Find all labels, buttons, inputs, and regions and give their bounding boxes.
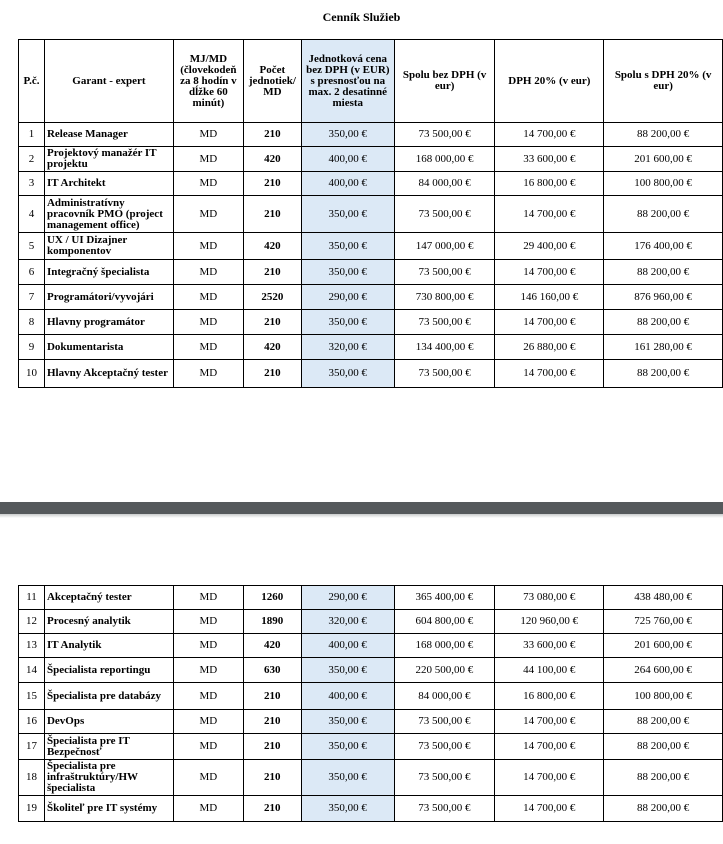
cell-qty: 210 bbox=[243, 683, 301, 710]
cell-qty: 210 bbox=[243, 710, 301, 734]
cell-no: 3 bbox=[19, 172, 45, 196]
cell-no: 12 bbox=[19, 610, 45, 634]
cell-vat: 33 600,00 € bbox=[495, 147, 604, 172]
cell-gross: 176 400,00 € bbox=[604, 233, 723, 260]
cell-gross: 88 200,00 € bbox=[604, 260, 723, 285]
cell-total: 84 000,00 € bbox=[394, 172, 495, 196]
cell-unit: MD bbox=[173, 610, 243, 634]
cell-total: 73 500,00 € bbox=[394, 360, 495, 388]
cell-price: 350,00 € bbox=[301, 760, 394, 796]
cell-no: 18 bbox=[19, 760, 45, 796]
header-unit: MJ/MD (človekodeň za 8 hodín v dĺžke 60 minút) bbox=[173, 40, 243, 123]
cell-qty: 210 bbox=[243, 196, 301, 233]
cell-vat: 26 880,00 € bbox=[495, 335, 604, 360]
cell-price: 290,00 € bbox=[301, 285, 394, 310]
cell-unit: MD bbox=[173, 710, 243, 734]
cell-name: Integračný špecialista bbox=[44, 260, 173, 285]
cell-unit: MD bbox=[173, 734, 243, 760]
document-title: Cenník Služieb bbox=[322, 10, 401, 24]
cell-unit: MD bbox=[173, 335, 243, 360]
table-row bbox=[19, 760, 723, 796]
cell-qty: 1260 bbox=[243, 586, 301, 610]
header-qty: Počet jednotiek/ MD bbox=[243, 40, 301, 123]
table-header-row bbox=[19, 40, 723, 123]
cell-total: 73 500,00 € bbox=[394, 760, 495, 796]
cell-no: 4 bbox=[19, 196, 45, 233]
cell-vat: 14 700,00 € bbox=[495, 310, 604, 335]
cell-price: 350,00 € bbox=[301, 233, 394, 260]
cell-name: IT Architekt bbox=[44, 172, 173, 196]
cell-no: 16 bbox=[19, 710, 45, 734]
cell-price: 350,00 € bbox=[301, 310, 394, 335]
cell-name: Procesný analytik bbox=[44, 610, 173, 634]
cell-unit: MD bbox=[173, 233, 243, 260]
cell-gross: 161 280,00 € bbox=[604, 335, 723, 360]
cell-qty: 1890 bbox=[243, 610, 301, 634]
cell-name: Špecialista pre IT Bezpečnosť bbox=[44, 734, 173, 760]
cell-no: 10 bbox=[19, 360, 45, 388]
cell-total: 73 500,00 € bbox=[394, 710, 495, 734]
cell-gross: 725 760,00 € bbox=[604, 610, 723, 634]
cell-total: 365 400,00 € bbox=[394, 586, 495, 610]
cell-name: Špecialista pre infraštruktúry/HW špecialista bbox=[44, 760, 173, 796]
cell-name: Hlavny programátor bbox=[44, 310, 173, 335]
cell-price: 290,00 € bbox=[301, 586, 394, 610]
cell-unit: MD bbox=[173, 760, 243, 796]
cell-no: 9 bbox=[19, 335, 45, 360]
cell-total: 73 500,00 € bbox=[394, 734, 495, 760]
header-price: Jednotková cena bez DPH (v EUR) s presnosťou na max. 2 desatinné miesta bbox=[301, 40, 394, 123]
cell-price: 400,00 € bbox=[301, 634, 394, 658]
cell-name: Špecialista reportingu bbox=[44, 658, 173, 683]
cell-vat: 44 100,00 € bbox=[495, 658, 604, 683]
cell-vat: 14 700,00 € bbox=[495, 796, 604, 822]
cell-vat: 120 960,00 € bbox=[495, 610, 604, 634]
cell-no: 14 bbox=[19, 658, 45, 683]
cell-unit: MD bbox=[173, 796, 243, 822]
cell-unit: MD bbox=[173, 634, 243, 658]
table-row bbox=[19, 123, 723, 147]
cell-price: 320,00 € bbox=[301, 610, 394, 634]
cell-gross: 88 200,00 € bbox=[604, 796, 723, 822]
cell-vat: 29 400,00 € bbox=[495, 233, 604, 260]
cell-name: Programátori/vyvojári bbox=[44, 285, 173, 310]
table-row bbox=[19, 734, 723, 760]
cell-total: 168 000,00 € bbox=[394, 147, 495, 172]
price-table-page-1 bbox=[18, 39, 723, 388]
cell-name: Projektový manažér IT projektu bbox=[44, 147, 173, 172]
cell-name: Hlavny Akceptačný tester bbox=[44, 360, 173, 388]
cell-vat: 14 700,00 € bbox=[495, 734, 604, 760]
header-vat: DPH 20% (v eur) bbox=[495, 40, 604, 123]
cell-vat: 33 600,00 € bbox=[495, 634, 604, 658]
cell-total: 73 500,00 € bbox=[394, 123, 495, 147]
cell-name: Špecialista pre databázy bbox=[44, 683, 173, 710]
cell-no: 2 bbox=[19, 147, 45, 172]
cell-unit: MD bbox=[173, 658, 243, 683]
table-row bbox=[19, 586, 723, 610]
cell-gross: 88 200,00 € bbox=[604, 360, 723, 388]
cell-total: 147 000,00 € bbox=[394, 233, 495, 260]
cell-vat: 14 700,00 € bbox=[495, 360, 604, 388]
table-row bbox=[19, 683, 723, 710]
cell-name: Dokumentarista bbox=[44, 335, 173, 360]
cell-gross: 88 200,00 € bbox=[604, 196, 723, 233]
cell-no: 8 bbox=[19, 310, 45, 335]
cell-total: 604 800,00 € bbox=[394, 610, 495, 634]
cell-total: 73 500,00 € bbox=[394, 196, 495, 233]
cell-qty: 420 bbox=[243, 335, 301, 360]
header-gross: Spolu s DPH 20% (v eur) bbox=[604, 40, 723, 123]
cell-no: 15 bbox=[19, 683, 45, 710]
cell-price: 350,00 € bbox=[301, 734, 394, 760]
cell-vat: 14 700,00 € bbox=[495, 123, 604, 147]
cell-gross: 201 600,00 € bbox=[604, 147, 723, 172]
cell-name: UX / UI Dizajner komponentov bbox=[44, 233, 173, 260]
cell-vat: 14 700,00 € bbox=[495, 760, 604, 796]
cell-unit: MD bbox=[173, 586, 243, 610]
cell-qty: 420 bbox=[243, 233, 301, 260]
table-row bbox=[19, 658, 723, 683]
cell-price: 350,00 € bbox=[301, 123, 394, 147]
cell-unit: MD bbox=[173, 360, 243, 388]
cell-qty: 420 bbox=[243, 147, 301, 172]
page-break-divider bbox=[0, 502, 723, 514]
cell-total: 73 500,00 € bbox=[394, 310, 495, 335]
cell-name: Školiteľ pre IT systémy bbox=[44, 796, 173, 822]
table-row bbox=[19, 360, 723, 388]
cell-qty: 210 bbox=[243, 796, 301, 822]
cell-gross: 100 800,00 € bbox=[604, 683, 723, 710]
table-body-page-2 bbox=[19, 586, 723, 822]
cell-name: Release Manager bbox=[44, 123, 173, 147]
cell-gross: 201 600,00 € bbox=[604, 634, 723, 658]
cell-total: 84 000,00 € bbox=[394, 683, 495, 710]
cell-price: 350,00 € bbox=[301, 260, 394, 285]
cell-unit: MD bbox=[173, 123, 243, 147]
cell-no: 1 bbox=[19, 123, 45, 147]
cell-gross: 88 200,00 € bbox=[604, 760, 723, 796]
table-row bbox=[19, 610, 723, 634]
cell-qty: 210 bbox=[243, 260, 301, 285]
cell-gross: 88 200,00 € bbox=[604, 734, 723, 760]
cell-no: 17 bbox=[19, 734, 45, 760]
cell-vat: 14 700,00 € bbox=[495, 196, 604, 233]
cell-price: 320,00 € bbox=[301, 335, 394, 360]
cell-unit: MD bbox=[173, 310, 243, 335]
cell-qty: 2520 bbox=[243, 285, 301, 310]
cell-total: 134 400,00 € bbox=[394, 335, 495, 360]
cell-unit: MD bbox=[173, 285, 243, 310]
table-row bbox=[19, 147, 723, 172]
header-total: Spolu bez DPH (v eur) bbox=[394, 40, 495, 123]
table-row bbox=[19, 335, 723, 360]
page-break-shadow bbox=[0, 514, 723, 518]
cell-gross: 438 480,00 € bbox=[604, 586, 723, 610]
cell-name: Akceptačný tester bbox=[44, 586, 173, 610]
price-table-page-2 bbox=[18, 585, 723, 822]
table-row bbox=[19, 285, 723, 310]
cell-price: 350,00 € bbox=[301, 360, 394, 388]
cell-name: Administratívny pracovník PMO (project management office) bbox=[44, 196, 173, 233]
cell-total: 73 500,00 € bbox=[394, 796, 495, 822]
cell-vat: 16 800,00 € bbox=[495, 172, 604, 196]
table-row bbox=[19, 796, 723, 822]
cell-qty: 630 bbox=[243, 658, 301, 683]
cell-gross: 88 200,00 € bbox=[604, 710, 723, 734]
cell-qty: 210 bbox=[243, 760, 301, 796]
cell-unit: MD bbox=[173, 260, 243, 285]
cell-qty: 210 bbox=[243, 360, 301, 388]
table-row bbox=[19, 710, 723, 734]
cell-total: 168 000,00 € bbox=[394, 634, 495, 658]
header-no: P.č. bbox=[19, 40, 45, 123]
cell-price: 350,00 € bbox=[301, 196, 394, 233]
cell-unit: MD bbox=[173, 147, 243, 172]
cell-name: DevOps bbox=[44, 710, 173, 734]
cell-no: 7 bbox=[19, 285, 45, 310]
cell-price: 350,00 € bbox=[301, 796, 394, 822]
cell-no: 5 bbox=[19, 233, 45, 260]
table-row bbox=[19, 233, 723, 260]
cell-vat: 14 700,00 € bbox=[495, 710, 604, 734]
cell-gross: 100 800,00 € bbox=[604, 172, 723, 196]
table-row bbox=[19, 172, 723, 196]
cell-price: 400,00 € bbox=[301, 147, 394, 172]
cell-price: 350,00 € bbox=[301, 710, 394, 734]
cell-price: 400,00 € bbox=[301, 683, 394, 710]
cell-gross: 88 200,00 € bbox=[604, 123, 723, 147]
cell-gross: 264 600,00 € bbox=[604, 658, 723, 683]
cell-vat: 146 160,00 € bbox=[495, 285, 604, 310]
cell-no: 6 bbox=[19, 260, 45, 285]
table-body-page-1 bbox=[19, 123, 723, 388]
cell-qty: 210 bbox=[243, 172, 301, 196]
cell-price: 400,00 € bbox=[301, 172, 394, 196]
cell-qty: 210 bbox=[243, 310, 301, 335]
cell-unit: MD bbox=[173, 196, 243, 233]
cell-qty: 210 bbox=[243, 734, 301, 760]
cell-vat: 73 080,00 € bbox=[495, 586, 604, 610]
cell-total: 220 500,00 € bbox=[394, 658, 495, 683]
cell-name: IT Analytik bbox=[44, 634, 173, 658]
cell-no: 19 bbox=[19, 796, 45, 822]
cell-qty: 420 bbox=[243, 634, 301, 658]
table-row bbox=[19, 310, 723, 335]
cell-no: 13 bbox=[19, 634, 45, 658]
cell-no: 11 bbox=[19, 586, 45, 610]
cell-vat: 16 800,00 € bbox=[495, 683, 604, 710]
cell-total: 730 800,00 € bbox=[394, 285, 495, 310]
cell-unit: MD bbox=[173, 683, 243, 710]
cell-gross: 876 960,00 € bbox=[604, 285, 723, 310]
table-row bbox=[19, 260, 723, 285]
cell-unit: MD bbox=[173, 172, 243, 196]
table-row bbox=[19, 196, 723, 233]
cell-price: 350,00 € bbox=[301, 658, 394, 683]
table-row bbox=[19, 634, 723, 658]
cell-total: 73 500,00 € bbox=[394, 260, 495, 285]
cell-vat: 14 700,00 € bbox=[495, 260, 604, 285]
cell-qty: 210 bbox=[243, 123, 301, 147]
cell-gross: 88 200,00 € bbox=[604, 310, 723, 335]
header-name: Garant - expert bbox=[44, 40, 173, 123]
